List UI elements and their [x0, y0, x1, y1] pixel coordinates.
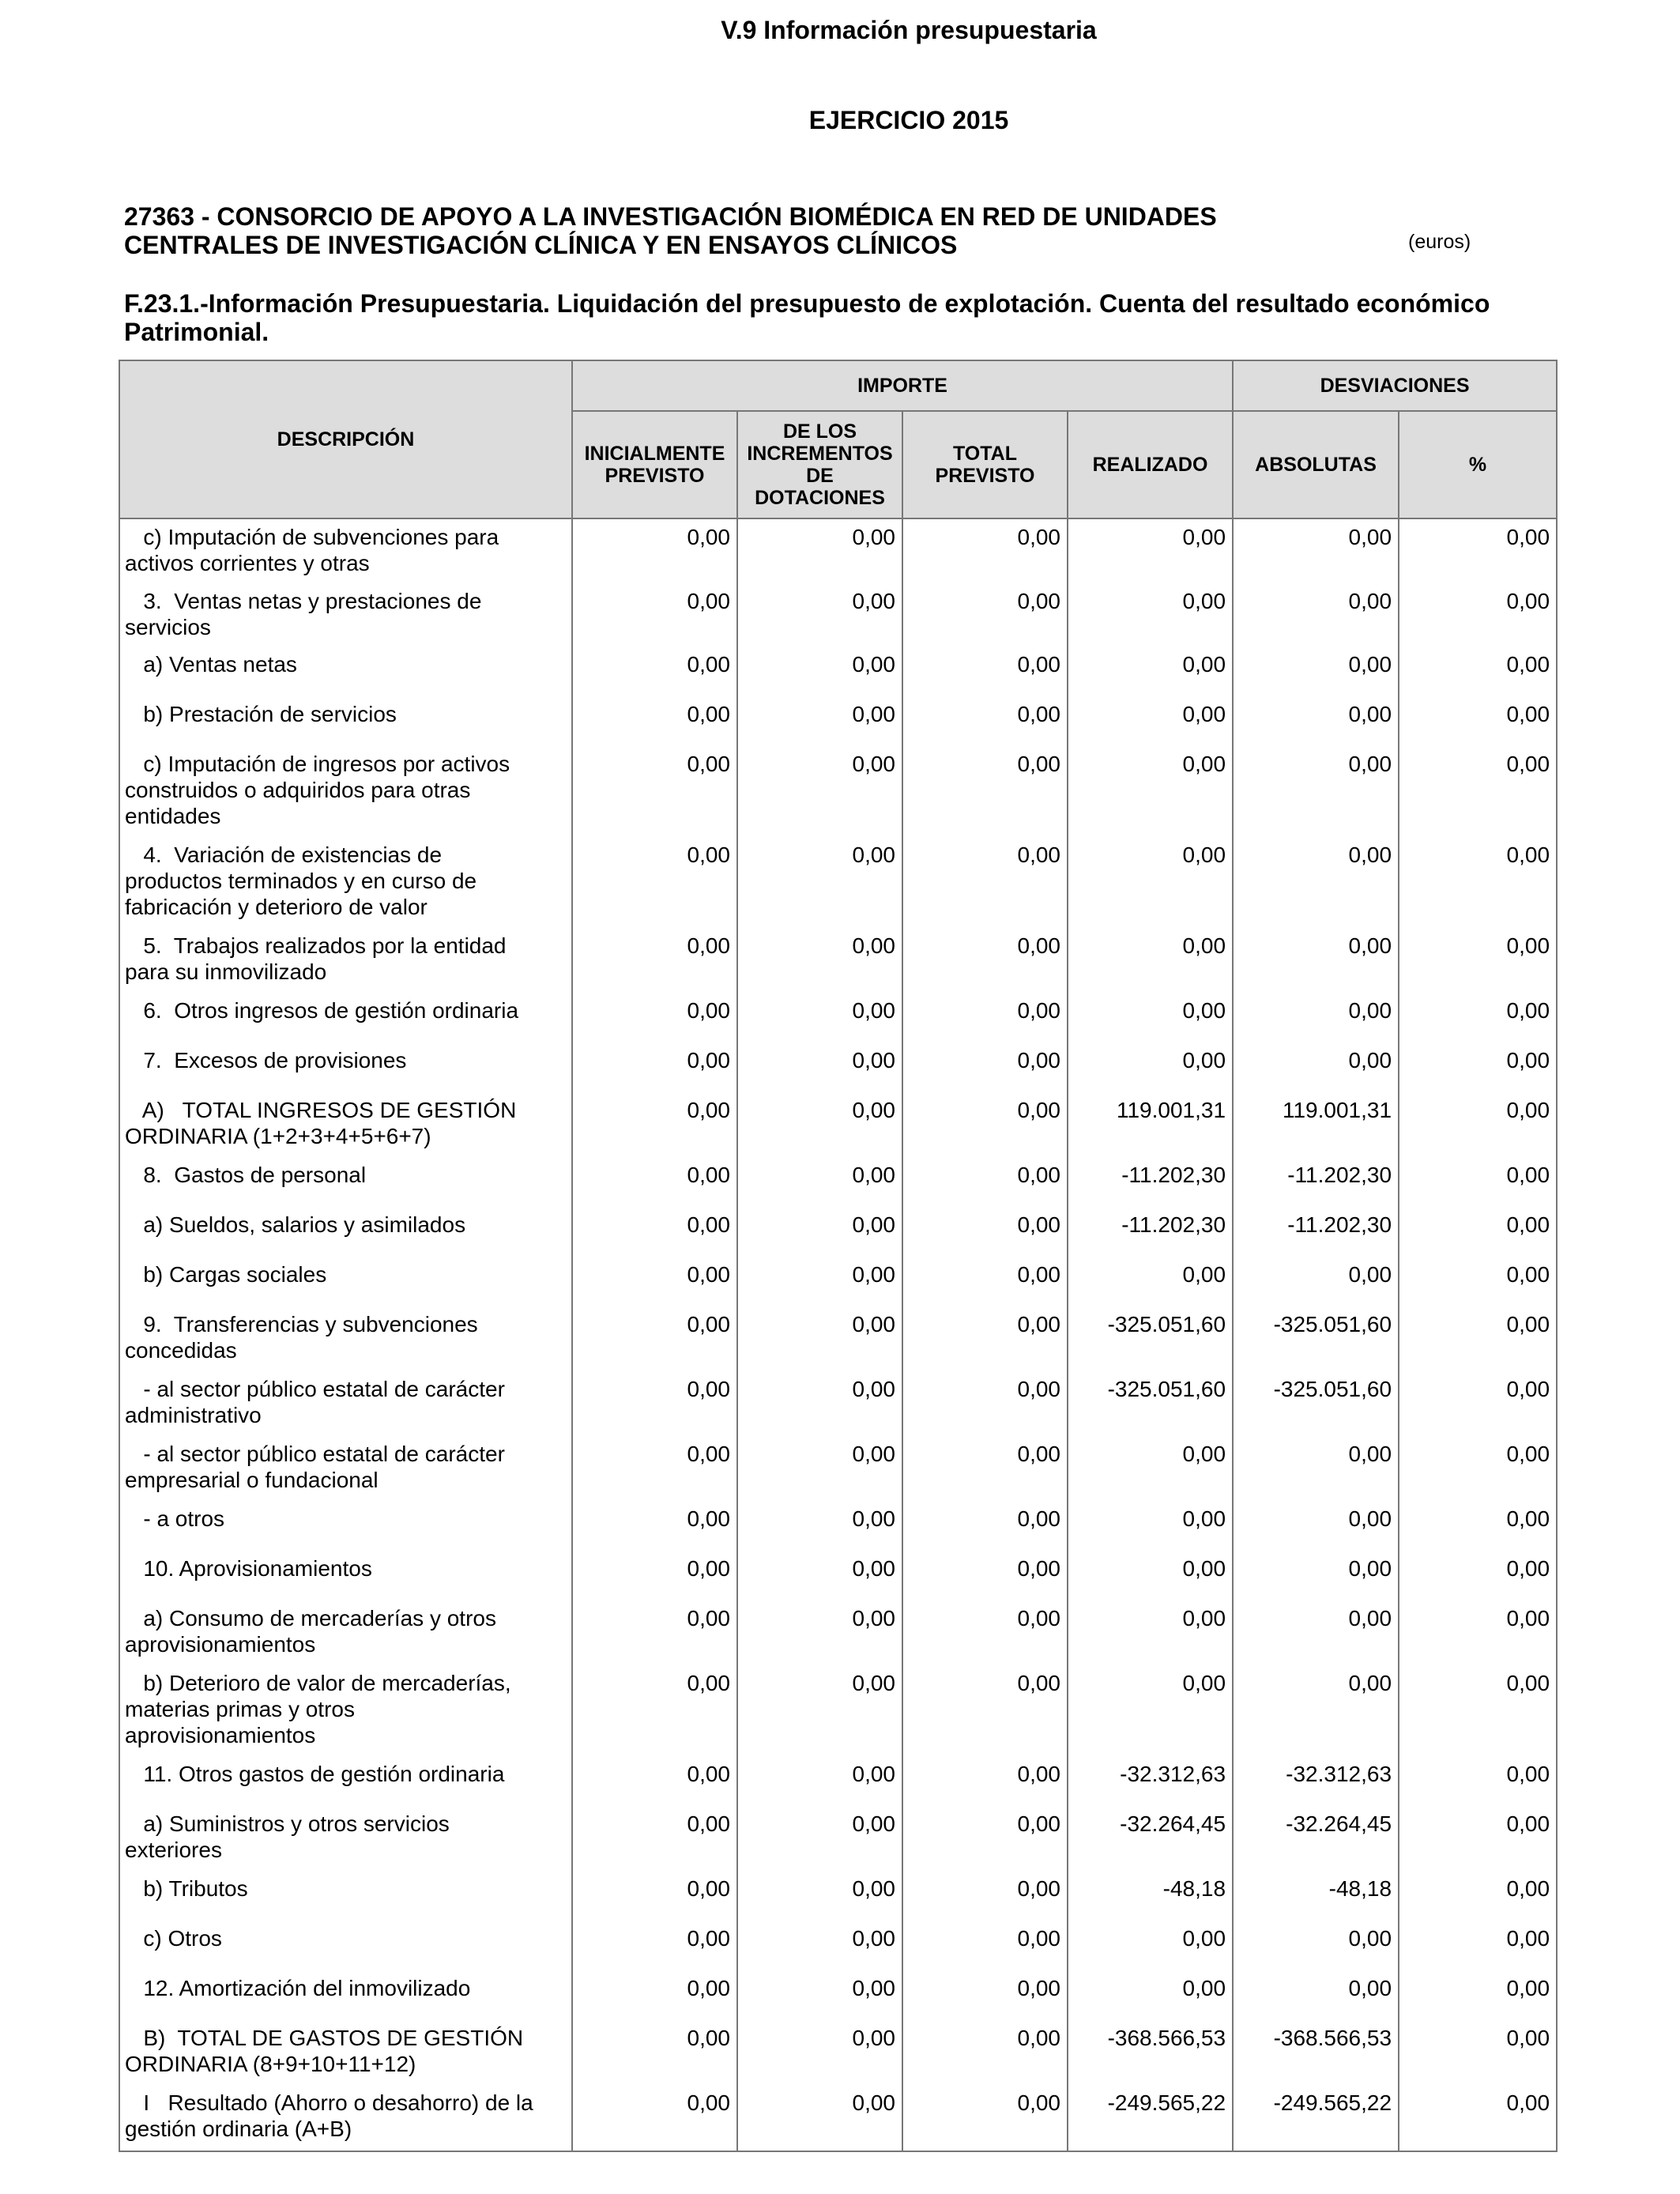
- cell-absolutas: 0,00: [1233, 928, 1399, 993]
- cell-total-previsto: 0,00: [902, 583, 1068, 647]
- cell-realizado: 0,00: [1068, 837, 1233, 928]
- row-description: [119, 1501, 572, 1551]
- row-description-line: empresarial o fundacional: [125, 1468, 379, 1492]
- cell-realizado: -368.566,53: [1068, 2020, 1233, 2085]
- row-description-line: 9. Transferencias y subvenciones: [125, 1312, 478, 1336]
- cell-inicialmente-previsto: 0,00: [572, 1436, 737, 1501]
- row-description: [119, 1600, 572, 1665]
- cell-incrementos: 0,00: [737, 1970, 902, 2020]
- row-description-line: b) Prestación de servicios: [125, 702, 397, 726]
- cell-absolutas: -11.202,30: [1233, 1157, 1399, 1207]
- cell-porcentaje: 0,00: [1399, 1207, 1557, 1257]
- table-row: [119, 1371, 1557, 1436]
- row-description-line: fabricación y deterioro de valor: [125, 895, 428, 919]
- header-inicialmente-previsto-line: INICIALMENTE: [584, 443, 725, 465]
- row-description: [119, 1756, 572, 1806]
- cell-inicialmente-previsto: 0,00: [572, 1092, 737, 1157]
- cell-realizado: 0,00: [1068, 1600, 1233, 1665]
- cell-realizado: -11.202,30: [1068, 1157, 1233, 1207]
- cell-inicialmente-previsto: 0,00: [572, 1600, 737, 1665]
- row-description-line: 3. Ventas netas y prestaciones de: [125, 589, 482, 613]
- table-row: [119, 1207, 1557, 1257]
- row-description: [119, 1970, 572, 2020]
- cell-porcentaje: 0,00: [1399, 1921, 1557, 1970]
- cell-inicialmente-previsto: 0,00: [572, 1970, 737, 2020]
- cell-absolutas: 0,00: [1233, 696, 1399, 746]
- cell-absolutas: 0,00: [1233, 583, 1399, 647]
- table-row: [119, 647, 1557, 696]
- cell-total-previsto: 0,00: [902, 518, 1068, 583]
- row-description: [119, 1371, 572, 1436]
- cell-inicialmente-previsto: 0,00: [572, 1501, 737, 1551]
- cell-absolutas: -325.051,60: [1233, 1371, 1399, 1436]
- cell-absolutas: -32.312,63: [1233, 1756, 1399, 1806]
- cell-total-previsto: 0,00: [902, 1501, 1068, 1551]
- row-description: [119, 1551, 572, 1600]
- cell-inicialmente-previsto: 0,00: [572, 1756, 737, 1806]
- table-row: [119, 696, 1557, 746]
- table-row: [119, 1157, 1557, 1207]
- cell-realizado: 0,00: [1068, 696, 1233, 746]
- row-description-line: - al sector público estatal de carácter: [125, 1377, 505, 1401]
- cell-absolutas: 0,00: [1233, 518, 1399, 583]
- cell-realizado: 0,00: [1068, 518, 1233, 583]
- cell-realizado: 0,00: [1068, 647, 1233, 696]
- table-row: [119, 1665, 1557, 1756]
- cell-incrementos: 0,00: [737, 1157, 902, 1207]
- cell-inicialmente-previsto: 0,00: [572, 1042, 737, 1092]
- table-row: [119, 1970, 1557, 2020]
- cell-total-previsto: 0,00: [902, 696, 1068, 746]
- cell-inicialmente-previsto: 0,00: [572, 1157, 737, 1207]
- cell-realizado: -48,18: [1068, 1871, 1233, 1921]
- row-description-line: - al sector público estatal de carácter: [125, 1442, 505, 1466]
- cell-porcentaje: 0,00: [1399, 1806, 1557, 1871]
- cell-total-previsto: 0,00: [902, 1157, 1068, 1207]
- row-description: [119, 1806, 572, 1871]
- cell-porcentaje: 0,00: [1399, 746, 1557, 837]
- table-row: [119, 1600, 1557, 1665]
- cell-porcentaje: 0,00: [1399, 518, 1557, 583]
- table-row: [119, 1501, 1557, 1551]
- cell-total-previsto: 0,00: [902, 1970, 1068, 2020]
- row-description: [119, 2085, 572, 2151]
- table-row: [119, 518, 1557, 583]
- cell-porcentaje: 0,00: [1399, 1501, 1557, 1551]
- cell-incrementos: 0,00: [737, 1501, 902, 1551]
- row-description-line: a) Ventas netas: [125, 652, 297, 677]
- table-row: [119, 1756, 1557, 1806]
- row-description: [119, 1257, 572, 1306]
- cell-porcentaje: 0,00: [1399, 1665, 1557, 1756]
- cell-porcentaje: 0,00: [1399, 837, 1557, 928]
- row-description-line: 10. Aprovisionamientos: [125, 1556, 372, 1581]
- cell-total-previsto: 0,00: [902, 928, 1068, 993]
- row-description-line: 7. Excesos de provisiones: [125, 1048, 407, 1072]
- row-description-line: B) TOTAL DE GASTOS DE GESTIÓN: [125, 2026, 524, 2050]
- header-absolutas: ABSOLUTAS: [1233, 411, 1399, 518]
- cell-porcentaje: 0,00: [1399, 2085, 1557, 2151]
- cell-absolutas: -11.202,30: [1233, 1207, 1399, 1257]
- cell-absolutas: 119.001,31: [1233, 1092, 1399, 1157]
- cell-absolutas: 0,00: [1233, 993, 1399, 1042]
- cell-absolutas: 0,00: [1233, 1600, 1399, 1665]
- cell-absolutas: 0,00: [1233, 1257, 1399, 1306]
- cell-incrementos: 0,00: [737, 928, 902, 993]
- cell-porcentaje: 0,00: [1399, 1871, 1557, 1921]
- cell-inicialmente-previsto: 0,00: [572, 746, 737, 837]
- row-description-line: 11. Otros gastos de gestión ordinaria: [125, 1762, 505, 1786]
- row-description: [119, 696, 572, 746]
- cell-incrementos: 0,00: [737, 1871, 902, 1921]
- header-descripcion: DESCRIPCIÓN: [119, 360, 572, 518]
- row-description-line: construidos o adquiridos para otras: [125, 778, 471, 802]
- cell-realizado: -325.051,60: [1068, 1371, 1233, 1436]
- row-description-line: c) Imputación de subvenciones para: [125, 525, 499, 549]
- cell-inicialmente-previsto: 0,00: [572, 1257, 737, 1306]
- cell-realizado: -32.312,63: [1068, 1756, 1233, 1806]
- row-description-line: 4. Variación de existencias de: [125, 843, 443, 867]
- page-title: V.9 Información presupuestaria: [721, 16, 1097, 44]
- row-description: [119, 746, 572, 837]
- cell-porcentaje: 0,00: [1399, 1600, 1557, 1665]
- cell-porcentaje: 0,00: [1399, 928, 1557, 993]
- table-row: [119, 1551, 1557, 1600]
- cell-incrementos: 0,00: [737, 1551, 902, 1600]
- row-description: [119, 1092, 572, 1157]
- cell-porcentaje: 0,00: [1399, 1436, 1557, 1501]
- row-description-line: entidades: [125, 804, 221, 828]
- cell-porcentaje: 0,00: [1399, 1970, 1557, 2020]
- table-row: [119, 1436, 1557, 1501]
- table-row: [119, 1042, 1557, 1092]
- cell-realizado: 0,00: [1068, 1665, 1233, 1756]
- cell-total-previsto: 0,00: [902, 1806, 1068, 1871]
- cell-inicialmente-previsto: 0,00: [572, 1551, 737, 1600]
- cell-porcentaje: 0,00: [1399, 583, 1557, 647]
- header-porcentaje: %: [1399, 411, 1557, 518]
- row-description-line: gestión ordinaria (A+B): [125, 2117, 352, 2141]
- cell-realizado: 0,00: [1068, 928, 1233, 993]
- table-row: [119, 928, 1557, 993]
- cell-total-previsto: 0,00: [902, 1551, 1068, 1600]
- row-description-line: servicios: [125, 615, 211, 639]
- cell-realizado: 0,00: [1068, 993, 1233, 1042]
- cell-realizado: -249.565,22: [1068, 2085, 1233, 2151]
- table-row: [119, 837, 1557, 928]
- header-importe: IMPORTE: [572, 360, 1233, 411]
- budget-table-body: [119, 518, 1557, 2151]
- cell-porcentaje: 0,00: [1399, 1092, 1557, 1157]
- cell-absolutas: -368.566,53: [1233, 2020, 1399, 2085]
- cell-absolutas: 0,00: [1233, 1551, 1399, 1600]
- cell-absolutas: 0,00: [1233, 1665, 1399, 1756]
- cell-inicialmente-previsto: 0,00: [572, 837, 737, 928]
- cell-inicialmente-previsto: 0,00: [572, 2020, 737, 2085]
- cell-total-previsto: 0,00: [902, 2020, 1068, 2085]
- row-description-line: b) Cargas sociales: [125, 1262, 327, 1287]
- section-title: [124, 289, 1578, 346]
- row-description-line: a) Suministros y otros servicios: [125, 1811, 450, 1836]
- row-description-line: 6. Otros ingresos de gestión ordinaria: [125, 998, 519, 1023]
- organization-name: [124, 202, 1357, 259]
- table-row: [119, 2085, 1557, 2151]
- row-description: [119, 1871, 572, 1921]
- row-description-line: b) Deterioro de valor de mercaderías,: [125, 1671, 511, 1695]
- cell-inicialmente-previsto: 0,00: [572, 518, 737, 583]
- cell-inicialmente-previsto: 0,00: [572, 1665, 737, 1756]
- row-description-line: 8. Gastos de personal: [125, 1163, 367, 1187]
- row-description-line: administrativo: [125, 1403, 262, 1427]
- header-desviaciones: DESVIACIONES: [1233, 360, 1557, 411]
- cell-realizado: 119.001,31: [1068, 1092, 1233, 1157]
- cell-realizado: 0,00: [1068, 583, 1233, 647]
- cell-incrementos: 0,00: [737, 993, 902, 1042]
- header-incrementos-dotaciones: [737, 411, 902, 518]
- cell-inicialmente-previsto: 0,00: [572, 583, 737, 647]
- cell-total-previsto: 0,00: [902, 1257, 1068, 1306]
- cell-incrementos: 0,00: [737, 837, 902, 928]
- header-incrementos-line: DE LOS: [782, 420, 857, 443]
- table-row: [119, 1921, 1557, 1970]
- cell-incrementos: 0,00: [737, 1921, 902, 1970]
- cell-absolutas: -32.264,45: [1233, 1806, 1399, 1871]
- cell-incrementos: 0,00: [737, 746, 902, 837]
- row-description: [119, 647, 572, 696]
- cell-porcentaje: 0,00: [1399, 1157, 1557, 1207]
- cell-porcentaje: 0,00: [1399, 647, 1557, 696]
- cell-incrementos: 0,00: [737, 1257, 902, 1306]
- cell-absolutas: 0,00: [1233, 837, 1399, 928]
- header-incrementos-line: DOTACIONES: [755, 487, 885, 509]
- cell-total-previsto: 0,00: [902, 746, 1068, 837]
- row-description: [119, 518, 572, 583]
- table-row: [119, 1257, 1557, 1306]
- cell-incrementos: 0,00: [737, 1756, 902, 1806]
- cell-absolutas: 0,00: [1233, 1042, 1399, 1092]
- cell-incrementos: 0,00: [737, 1042, 902, 1092]
- cell-total-previsto: 0,00: [902, 1665, 1068, 1756]
- row-description-line: b) Tributos: [125, 1876, 248, 1901]
- row-description-line: - a otros: [125, 1506, 225, 1531]
- header-inicialmente-previsto: [572, 411, 737, 518]
- row-description: [119, 1921, 572, 1970]
- row-description: [119, 1157, 572, 1207]
- cell-inicialmente-previsto: 0,00: [572, 1306, 737, 1371]
- row-description-line: c) Otros: [125, 1926, 222, 1951]
- cell-inicialmente-previsto: 0,00: [572, 1207, 737, 1257]
- table-row: [119, 993, 1557, 1042]
- cell-total-previsto: 0,00: [902, 837, 1068, 928]
- row-description-line: 5. Trabajos realizados por la entidad: [125, 933, 507, 958]
- cell-realizado: 0,00: [1068, 1501, 1233, 1551]
- cell-total-previsto: 0,00: [902, 993, 1068, 1042]
- cell-realizado: -11.202,30: [1068, 1207, 1233, 1257]
- row-description: [119, 2020, 572, 2085]
- cell-inicialmente-previsto: 0,00: [572, 1921, 737, 1970]
- cell-inicialmente-previsto: 0,00: [572, 1371, 737, 1436]
- cell-total-previsto: 0,00: [902, 1042, 1068, 1092]
- cell-incrementos: 0,00: [737, 1436, 902, 1501]
- cell-inicialmente-previsto: 0,00: [572, 696, 737, 746]
- table-row: [119, 2020, 1557, 2085]
- row-description: [119, 1665, 572, 1756]
- cell-realizado: -32.264,45: [1068, 1806, 1233, 1871]
- cell-incrementos: 0,00: [737, 1092, 902, 1157]
- cell-porcentaje: 0,00: [1399, 696, 1557, 746]
- cell-total-previsto: 0,00: [902, 647, 1068, 696]
- cell-realizado: 0,00: [1068, 1042, 1233, 1092]
- header-total-previsto-line: TOTAL: [952, 443, 1017, 465]
- row-description-line: aprovisionamientos: [125, 1723, 316, 1747]
- header-total-previsto-line: PREVISTO: [935, 465, 1035, 487]
- cell-total-previsto: 0,00: [902, 1436, 1068, 1501]
- table-row: [119, 583, 1557, 647]
- cell-porcentaje: 0,00: [1399, 993, 1557, 1042]
- organization-line-2: CENTRALES DE INVESTIGACIÓN CLÍNICA Y EN ENSAYOS CLÍNICOS: [124, 231, 958, 259]
- row-description: [119, 928, 572, 993]
- row-description-line: materias primas y otros: [125, 1697, 355, 1721]
- row-description: [119, 837, 572, 928]
- row-description-line: c) Imputación de ingresos por activos: [125, 752, 510, 776]
- cell-realizado: 0,00: [1068, 1551, 1233, 1600]
- cell-total-previsto: 0,00: [902, 1600, 1068, 1665]
- cell-porcentaje: 0,00: [1399, 2020, 1557, 2085]
- cell-total-previsto: 0,00: [902, 1921, 1068, 1970]
- cell-incrementos: 0,00: [737, 1207, 902, 1257]
- row-description-line: a) Consumo de mercaderías y otros: [125, 1606, 496, 1630]
- cell-incrementos: 0,00: [737, 583, 902, 647]
- row-description-line: concedidas: [125, 1338, 237, 1363]
- cell-realizado: 0,00: [1068, 1921, 1233, 1970]
- table-row: [119, 1306, 1557, 1371]
- cell-incrementos: 0,00: [737, 696, 902, 746]
- cell-absolutas: -325.051,60: [1233, 1306, 1399, 1371]
- row-description-line: A) TOTAL INGRESOS DE GESTIÓN: [125, 1098, 517, 1122]
- exercise-year: EJERCICIO 2015: [808, 106, 1009, 134]
- cell-realizado: 0,00: [1068, 1436, 1233, 1501]
- row-description: [119, 993, 572, 1042]
- cell-absolutas: 0,00: [1233, 746, 1399, 837]
- cell-inicialmente-previsto: 0,00: [572, 993, 737, 1042]
- row-description-line: a) Sueldos, salarios y asimilados: [125, 1212, 466, 1237]
- cell-inicialmente-previsto: 0,00: [572, 2085, 737, 2151]
- row-description-line: 12. Amortización del inmovilizado: [125, 1976, 471, 2000]
- cell-porcentaje: 0,00: [1399, 1551, 1557, 1600]
- row-description: [119, 1306, 572, 1371]
- cell-porcentaje: 0,00: [1399, 1371, 1557, 1436]
- table-row: [119, 1092, 1557, 1157]
- cell-incrementos: 0,00: [737, 1371, 902, 1436]
- table-row: [119, 746, 1557, 837]
- cell-absolutas: -249.565,22: [1233, 2085, 1399, 2151]
- row-description-line: ORDINARIA (8+9+10+11+12): [125, 2052, 416, 2076]
- cell-porcentaje: 0,00: [1399, 1306, 1557, 1371]
- row-description: [119, 583, 572, 647]
- row-description: [119, 1207, 572, 1257]
- cell-total-previsto: 0,00: [902, 1871, 1068, 1921]
- cell-absolutas: 0,00: [1233, 647, 1399, 696]
- cell-inicialmente-previsto: 0,00: [572, 928, 737, 993]
- row-description-line: ORDINARIA (1+2+3+4+5+6+7): [125, 1124, 431, 1148]
- cell-total-previsto: 0,00: [902, 1371, 1068, 1436]
- cell-porcentaje: 0,00: [1399, 1756, 1557, 1806]
- cell-total-previsto: 0,00: [902, 2085, 1068, 2151]
- header-realizado: REALIZADO: [1068, 411, 1233, 518]
- cell-total-previsto: 0,00: [902, 1092, 1068, 1157]
- row-description-line: exteriores: [125, 1838, 222, 1862]
- cell-incrementos: 0,00: [737, 647, 902, 696]
- row-description-line: aprovisionamientos: [125, 1632, 316, 1657]
- cell-incrementos: 0,00: [737, 2085, 902, 2151]
- cell-total-previsto: 0,00: [902, 1306, 1068, 1371]
- cell-realizado: -325.051,60: [1068, 1306, 1233, 1371]
- units-label: (euros): [1408, 231, 1471, 253]
- header-incrementos-line: DE: [806, 465, 834, 487]
- organization-line-1: 27363 - CONSORCIO DE APOYO A LA INVESTIGACIÓN BIOMÉDICA EN RED DE UNIDADES: [124, 202, 1217, 231]
- row-description: [119, 1042, 572, 1092]
- cell-total-previsto: 0,00: [902, 1756, 1068, 1806]
- cell-incrementos: 0,00: [737, 1665, 902, 1756]
- cell-incrementos: 0,00: [737, 1306, 902, 1371]
- header-inicialmente-previsto-line: PREVISTO: [605, 465, 705, 487]
- header-total-previsto: [902, 411, 1068, 518]
- cell-porcentaje: 0,00: [1399, 1257, 1557, 1306]
- section-title-line-2: Patrimonial.: [124, 318, 269, 346]
- budget-table: [119, 360, 1558, 2152]
- cell-realizado: 0,00: [1068, 1257, 1233, 1306]
- cell-realizado: 0,00: [1068, 1970, 1233, 2020]
- cell-absolutas: -48,18: [1233, 1871, 1399, 1921]
- cell-porcentaje: 0,00: [1399, 1042, 1557, 1092]
- cell-inicialmente-previsto: 0,00: [572, 1806, 737, 1871]
- row-description-line: productos terminados y en curso de: [125, 869, 477, 893]
- cell-realizado: 0,00: [1068, 746, 1233, 837]
- header-incrementos-line: INCREMENTOS: [747, 443, 893, 465]
- cell-absolutas: 0,00: [1233, 1970, 1399, 2020]
- row-description: [119, 1436, 572, 1501]
- cell-absolutas: 0,00: [1233, 1921, 1399, 1970]
- table-row: [119, 1871, 1557, 1921]
- row-description-line: I Resultado (Ahorro o desahorro) de la: [125, 2090, 533, 2115]
- section-title-line-1: F.23.1.-Información Presupuestaria. Liquidación del presupuesto de explotación. Cuenta del resultado económico: [124, 289, 1490, 318]
- cell-incrementos: 0,00: [737, 2020, 902, 2085]
- table-row: [119, 1806, 1557, 1871]
- cell-total-previsto: 0,00: [902, 1207, 1068, 1257]
- cell-absolutas: 0,00: [1233, 1436, 1399, 1501]
- cell-absolutas: 0,00: [1233, 1501, 1399, 1551]
- row-description-line: activos corrientes y otras: [125, 551, 370, 575]
- cell-incrementos: 0,00: [737, 1806, 902, 1871]
- cell-incrementos: 0,00: [737, 518, 902, 583]
- cell-incrementos: 0,00: [737, 1600, 902, 1665]
- cell-inicialmente-previsto: 0,00: [572, 647, 737, 696]
- cell-inicialmente-previsto: 0,00: [572, 1871, 737, 1921]
- row-description-line: para su inmovilizado: [125, 959, 327, 984]
